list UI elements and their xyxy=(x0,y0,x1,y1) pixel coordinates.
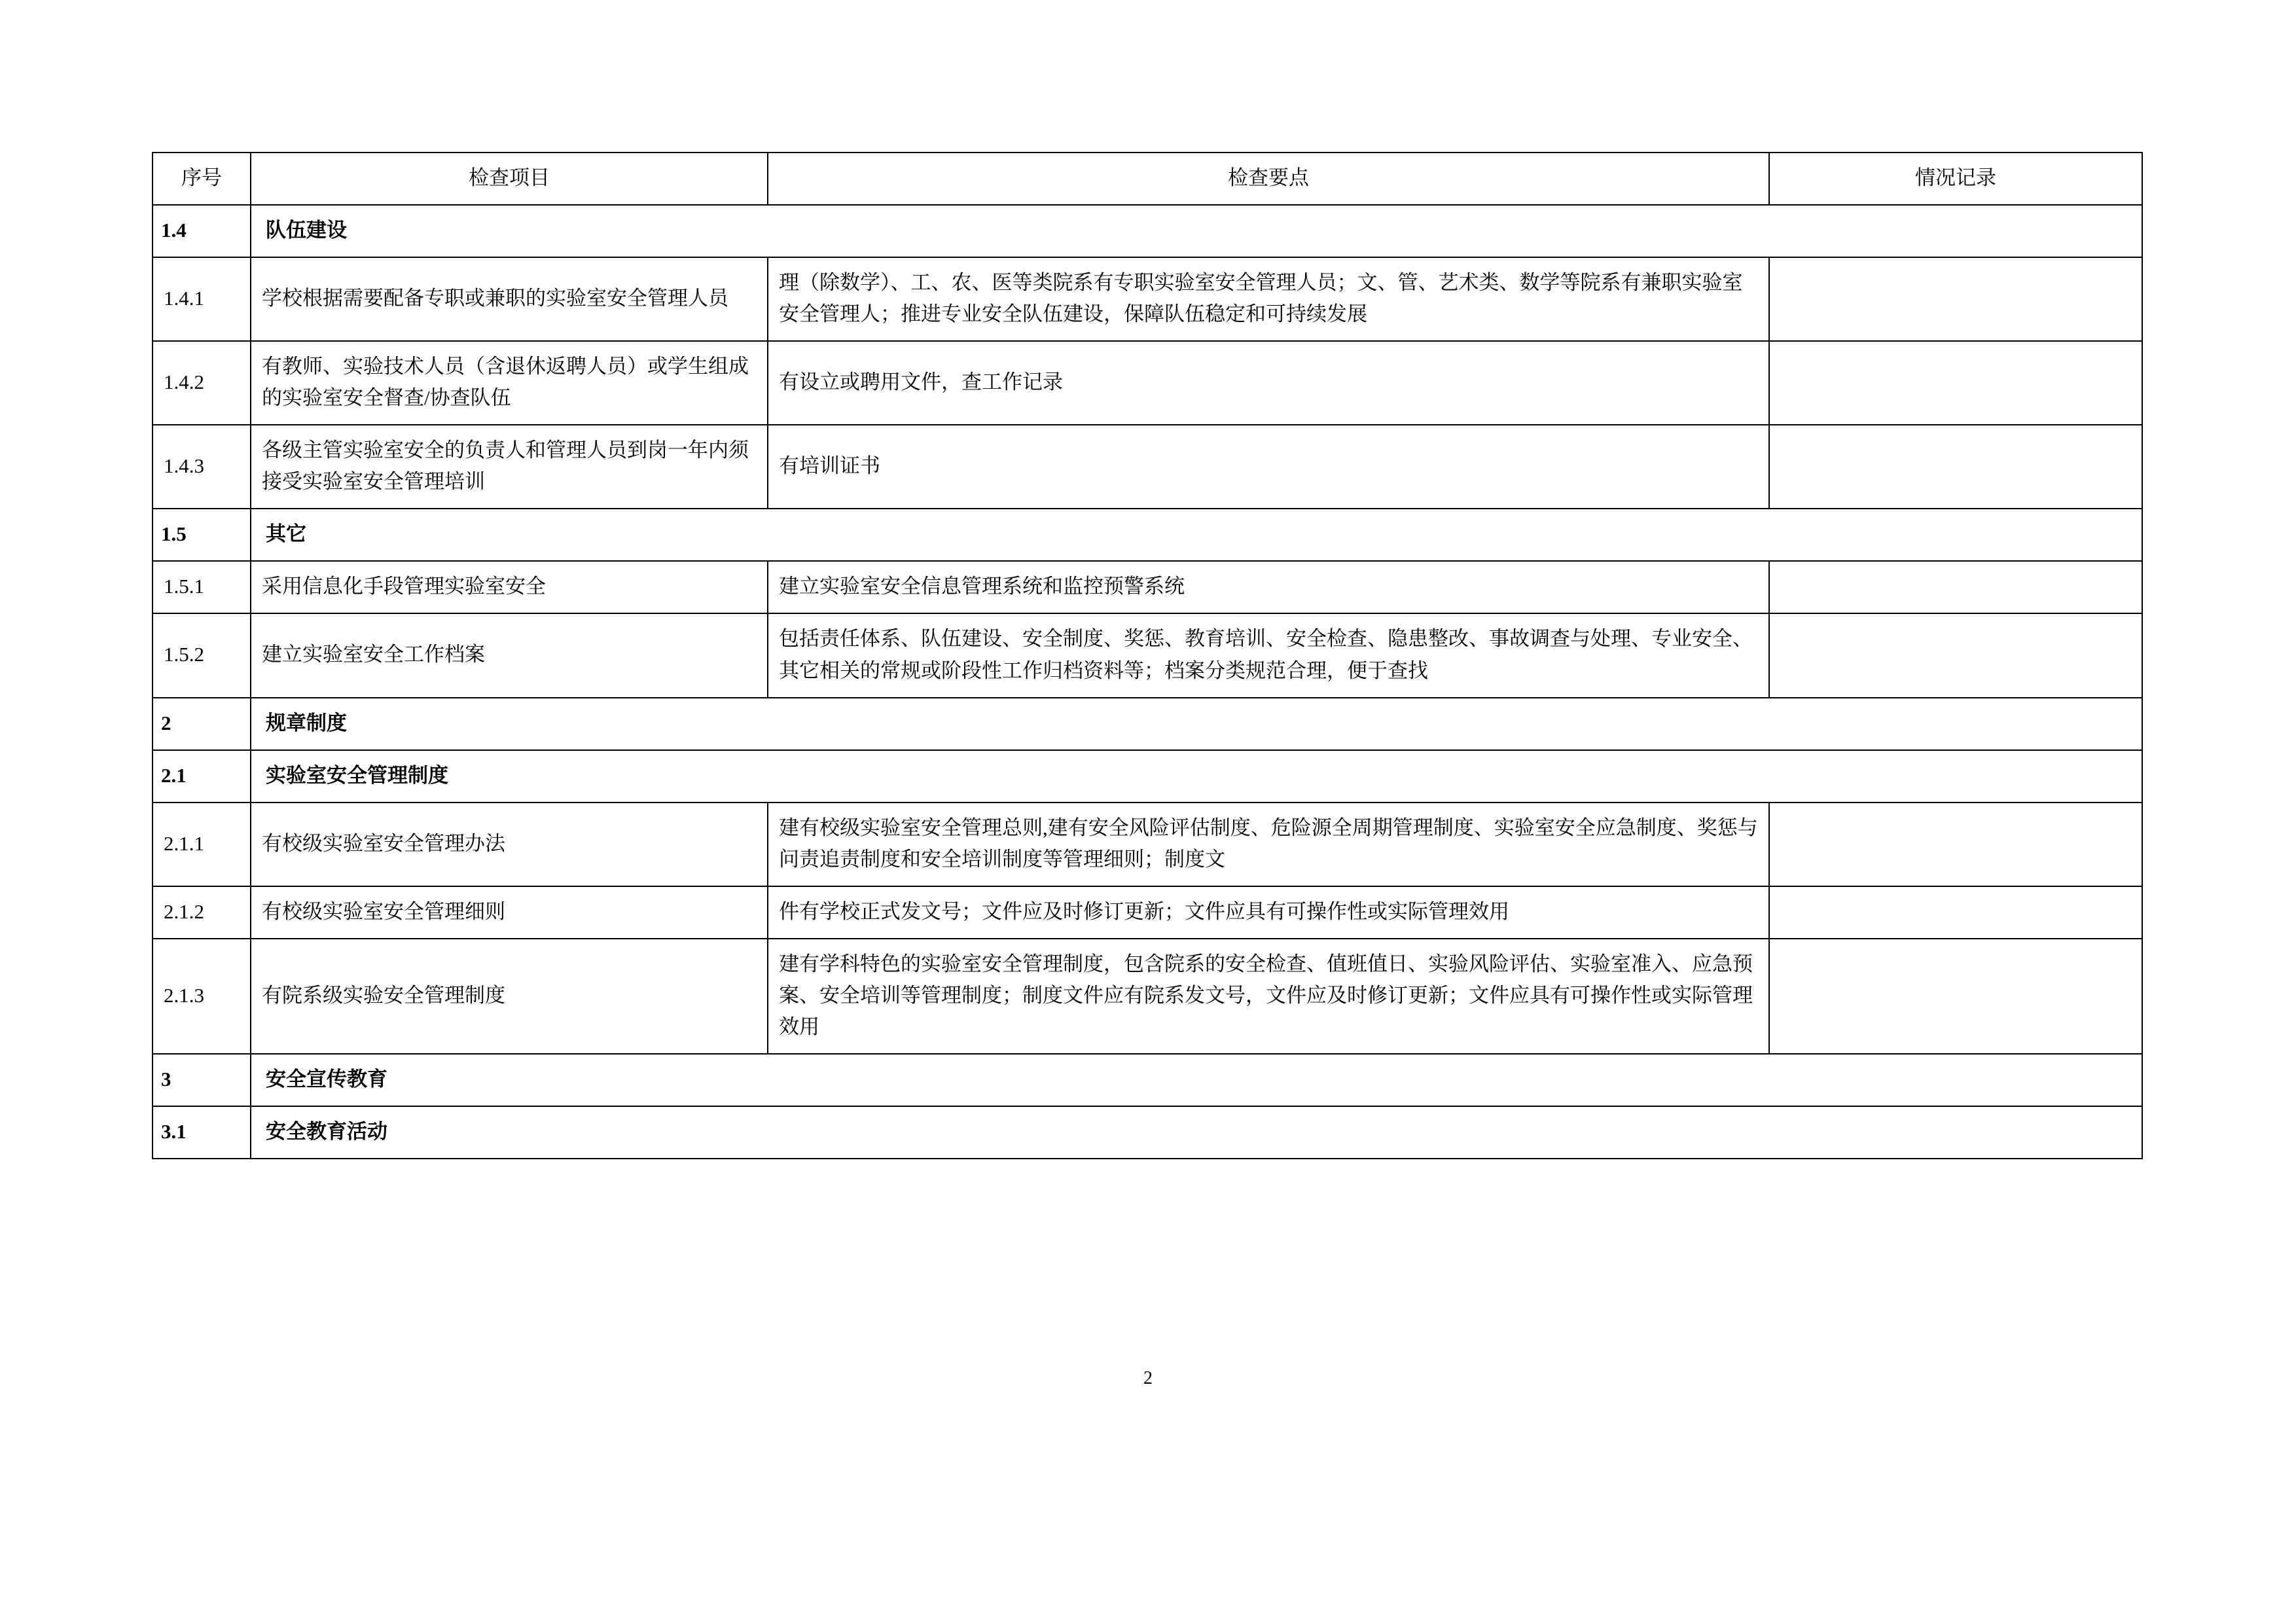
page-number: 2 xyxy=(1143,1368,1153,1388)
row-number: 2.1.1 xyxy=(152,803,251,886)
table-row xyxy=(152,1054,2142,1106)
row-point: 建有校级实验室安全管理总则,建有安全风险评估制度、危险源全周期管理制度、实验室安全应急制度、奖惩与问责追责制度和安全培训制度等管理细则；制度文 xyxy=(768,803,1769,886)
row-number: 1.4.3 xyxy=(152,425,251,509)
table-row xyxy=(152,613,2142,697)
row-record[interactable] xyxy=(1769,425,2142,509)
row-record[interactable] xyxy=(1769,939,2142,1054)
row-point: 有设立或聘用文件，查工作记录 xyxy=(768,341,1769,425)
table-row xyxy=(152,509,2142,561)
row-point: 件有学校正式发文号；文件应及时修订更新；文件应具有可操作性或实际管理效用 xyxy=(768,886,1769,939)
table-row xyxy=(152,257,2142,341)
table-row xyxy=(152,561,2142,613)
checklist-table-container xyxy=(152,152,2142,1159)
table-row xyxy=(152,1106,2142,1159)
row-number: 1.4.2 xyxy=(152,341,251,425)
section-number: 3.1 xyxy=(152,1106,251,1159)
section-title: 安全宣传教育 xyxy=(251,1054,2142,1106)
row-point: 建立实验室安全信息管理系统和监控预警系统 xyxy=(768,561,1769,613)
column-header-record: 情况记录 xyxy=(1769,153,2142,205)
table-row xyxy=(152,886,2142,939)
table-header-row xyxy=(152,153,2142,205)
row-number: 1.4.1 xyxy=(152,257,251,341)
column-header-item: 检查项目 xyxy=(251,153,768,205)
row-item: 采用信息化手段管理实验室安全 xyxy=(251,561,768,613)
section-title: 安全教育活动 xyxy=(251,1106,2142,1159)
row-number: 1.5.2 xyxy=(152,613,251,697)
row-item: 有教师、实验技术人员（含退休返聘人员）或学生组成的实验室安全督查/协查队伍 xyxy=(251,341,768,425)
row-number: 2.1.3 xyxy=(152,939,251,1054)
row-number: 1.5.1 xyxy=(152,561,251,613)
table-row xyxy=(152,698,2142,750)
row-item: 有院系级实验安全管理制度 xyxy=(251,939,768,1054)
table-row xyxy=(152,939,2142,1054)
section-title: 实验室安全管理制度 xyxy=(251,750,2142,803)
row-record[interactable] xyxy=(1769,886,2142,939)
section-title: 其它 xyxy=(251,509,2142,561)
row-item: 建立实验室安全工作档案 xyxy=(251,613,768,697)
row-point: 包括责任体系、队伍建设、安全制度、奖惩、教育培训、安全检查、隐患整改、事故调查与处理、专业安全、其它相关的常规或阶段性工作归档资料等；档案分类规范合理，便于查找 xyxy=(768,613,1769,697)
row-item: 各级主管实验室安全的负责人和管理人员到岗一年内须接受实验室安全管理培训 xyxy=(251,425,768,509)
row-record[interactable] xyxy=(1769,257,2142,341)
row-item: 学校根据需要配备专职或兼职的实验室安全管理人员 xyxy=(251,257,768,341)
row-item: 有校级实验室安全管理办法 xyxy=(251,803,768,886)
row-number: 2.1.2 xyxy=(152,886,251,939)
table-row xyxy=(152,803,2142,886)
section-number: 1.5 xyxy=(152,509,251,561)
section-number: 2 xyxy=(152,698,251,750)
row-point: 建有学科特色的实验室安全管理制度，包含院系的安全检查、值班值日、实验风险评估、实验室准入、应急预案、安全培训等管理制度；制度文件应有院系发文号，文件应及时修订更新；文件应具有可操作性或实际管理效用 xyxy=(768,939,1769,1054)
table-row xyxy=(152,425,2142,509)
row-record[interactable] xyxy=(1769,803,2142,886)
section-number: 3 xyxy=(152,1054,251,1106)
row-point: 有培训证书 xyxy=(768,425,1769,509)
table-row xyxy=(152,205,2142,257)
section-number: 1.4 xyxy=(152,205,251,257)
row-record[interactable] xyxy=(1769,613,2142,697)
column-header-no: 序号 xyxy=(152,153,251,205)
row-record[interactable] xyxy=(1769,341,2142,425)
checklist-table xyxy=(152,152,2143,1159)
section-number: 2.1 xyxy=(152,750,251,803)
table-row xyxy=(152,341,2142,425)
column-header-point: 检查要点 xyxy=(768,153,1769,205)
row-point: 理（除数学）、工、农、医等类院系有专职实验室安全管理人员；文、管、艺术类、数学等院系有兼职实验室安全管理人；推进专业安全队伍建设，保障队伍稳定和可持续发展 xyxy=(768,257,1769,341)
row-item: 有校级实验室安全管理细则 xyxy=(251,886,768,939)
section-title: 规章制度 xyxy=(251,698,2142,750)
row-record[interactable] xyxy=(1769,561,2142,613)
table-row xyxy=(152,750,2142,803)
section-title: 队伍建设 xyxy=(251,205,2142,257)
